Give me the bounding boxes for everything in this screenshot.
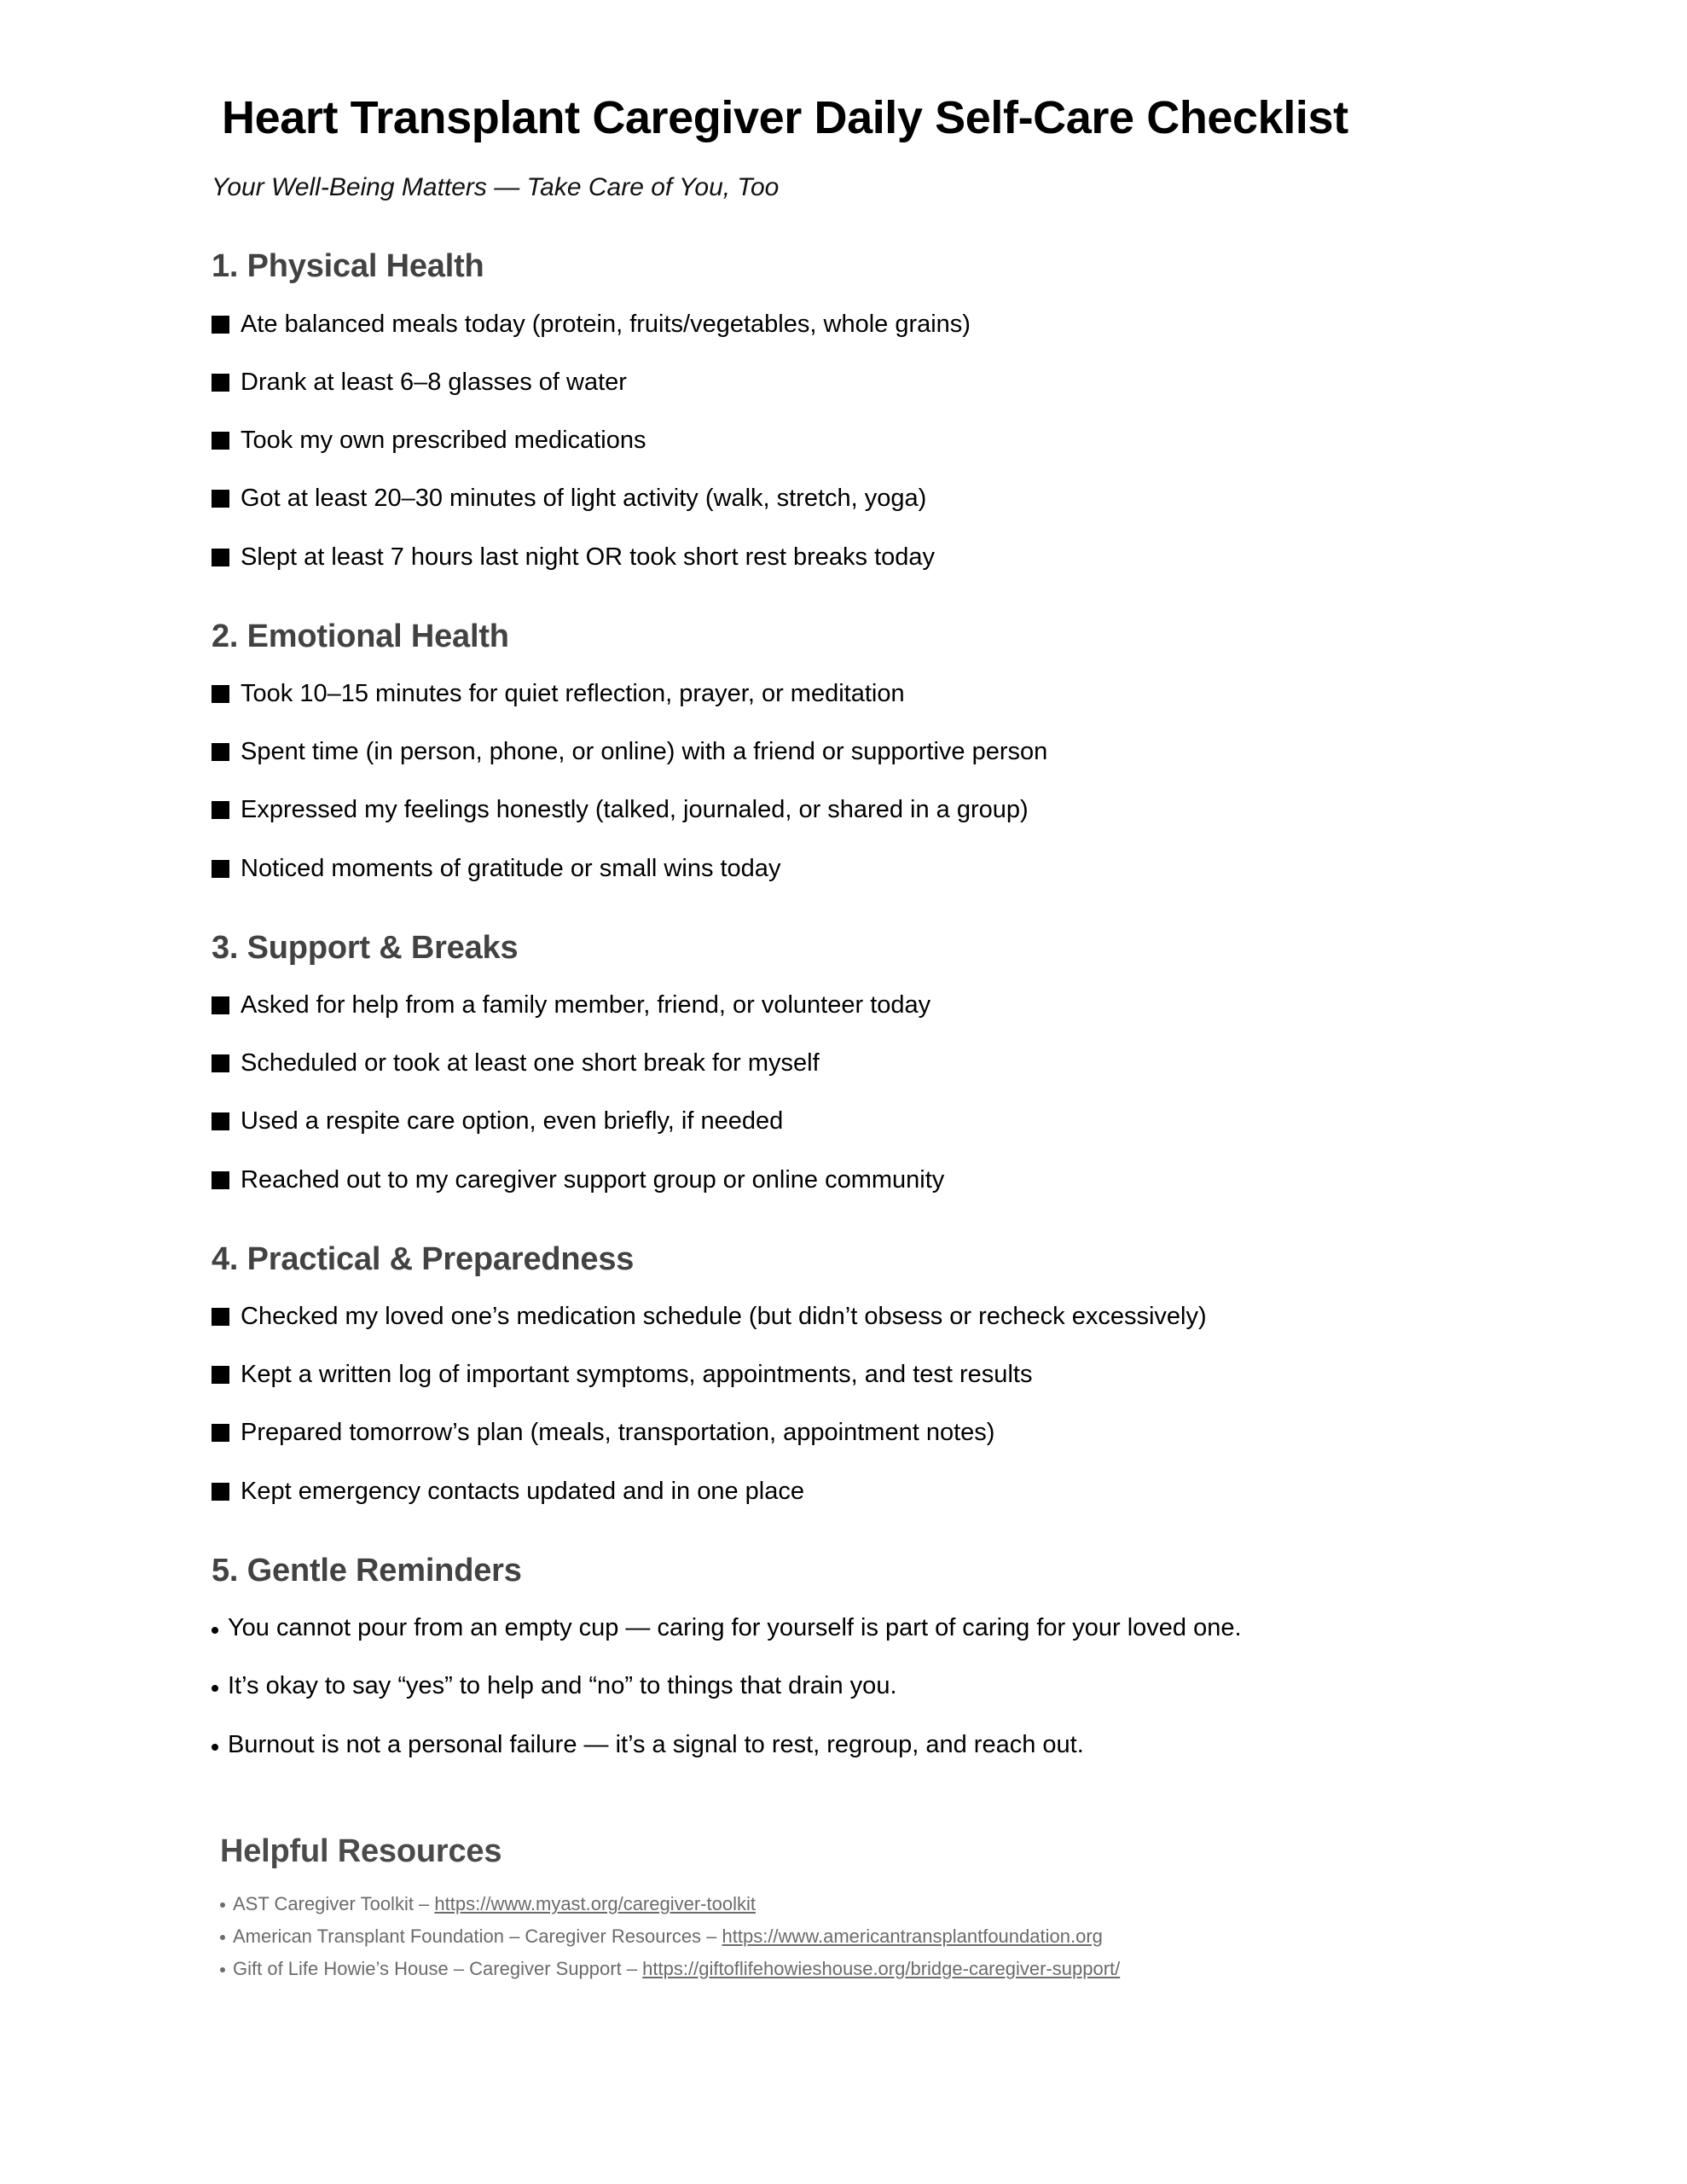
checklist	[212, 309, 1486, 573]
checklist-item[interactable]	[212, 1301, 1486, 1333]
bullet-dot-icon	[212, 1744, 218, 1751]
checklist-item[interactable]	[212, 542, 1486, 573]
checkbox-icon[interactable]	[212, 316, 229, 334]
reminder-text: You cannot pour from an empty cup — caring for yourself is part of caring for your loved one.	[228, 1614, 1242, 1642]
resource-label: Gift of Life Howie’s House – Caregiver Support –	[233, 1958, 643, 1980]
resource-link[interactable]: https://www.americantransplantfoundation.org	[722, 1926, 1103, 1948]
checklist-item[interactable]	[212, 736, 1486, 768]
checklist-item-label: Drank at least 6–8 glasses of water	[241, 369, 627, 397]
checkbox-icon[interactable]	[212, 1112, 229, 1130]
checklist-item-label: Took my own prescribed medications	[241, 427, 646, 455]
bullet-dot-icon	[220, 1935, 225, 1940]
checklist-item[interactable]	[212, 794, 1486, 826]
checkbox-icon[interactable]	[212, 743, 229, 761]
checkbox-icon[interactable]	[212, 1366, 229, 1384]
section-heading: 1. Physical Health	[212, 248, 484, 285]
bullet-dot-icon	[220, 1902, 225, 1908]
checklist-item[interactable]	[212, 990, 1486, 1021]
resource-item[interactable]	[220, 1924, 1486, 1949]
checklist-item-label: Took 10–15 minutes for quiet reflection, prayer, or meditation	[241, 680, 905, 708]
section-heading: 3. Support & Breaks	[212, 929, 519, 966]
reminder-text: Burnout is not a personal failure — it’s a signal to rest, regroup, and reach out.	[228, 1730, 1084, 1758]
checkbox-icon[interactable]	[212, 1308, 229, 1326]
resource-item[interactable]	[220, 1891, 1486, 1916]
reminder-item	[212, 1670, 1486, 1702]
checkbox-icon[interactable]	[212, 1171, 229, 1189]
page-title: Heart Transplant Caregiver Daily Self-Care Checklist	[222, 92, 1348, 143]
checklist-item-label: Asked for help from a family member, friend, or volunteer today	[241, 991, 931, 1019]
checklist-item[interactable]	[212, 1048, 1486, 1079]
checklist-item[interactable]	[212, 1359, 1486, 1391]
checklist-item-label: Spent time (in person, phone, or online) with a friend or supportive person	[241, 738, 1048, 766]
checklist-item[interactable]	[212, 483, 1486, 514]
bullet-dot-icon	[212, 1685, 218, 1692]
checklist-item[interactable]	[212, 1417, 1486, 1449]
checklist	[212, 678, 1486, 884]
checkbox-icon[interactable]	[212, 432, 229, 450]
checklist-section	[212, 1240, 1486, 1507]
resource-item[interactable]	[220, 1956, 1486, 1981]
checklist-section	[212, 247, 1486, 572]
reminder-list	[212, 1612, 1486, 1760]
checklist-item-label: Ate balanced meals today (protein, fruits/vegetables, whole grains)	[241, 311, 971, 339]
resource-link[interactable]: https://giftoflifehowieshouse.org/bridge-caregiver-support/	[642, 1958, 1121, 1980]
resource-list	[212, 1891, 1486, 1981]
checklist-section	[212, 929, 1486, 1196]
checklist-item-label: Slept at least 7 hours last night OR took short rest breaks today	[241, 543, 936, 571]
checklist-item-label: Expressed my feelings honestly (talked, journaled, or shared in a group)	[241, 796, 1029, 824]
checklist-item-label: Used a respite care option, even briefly, if needed	[241, 1107, 784, 1136]
checkbox-icon[interactable]	[212, 1424, 229, 1442]
reminder-item	[212, 1612, 1486, 1644]
checklist	[212, 990, 1486, 1195]
section-heading: 5. Gentle Reminders	[212, 1552, 522, 1589]
reminder-item	[212, 1729, 1486, 1761]
checklist-item[interactable]	[212, 1165, 1486, 1196]
section-heading: 4. Practical & Preparedness	[212, 1240, 635, 1277]
checkbox-icon[interactable]	[212, 374, 229, 392]
checklist-item-label: Noticed moments of gratitude or small wins today	[241, 854, 781, 882]
section-heading: 2. Emotional Health	[212, 618, 509, 654]
checkbox-icon[interactable]	[212, 1054, 229, 1072]
resource-label: AST Caregiver Toolkit –	[233, 1893, 435, 1915]
checklist-item-label: Kept a written log of important symptoms, appointments, and test results	[241, 1361, 1033, 1389]
checklist-item-label: Scheduled or took at least one short break for myself	[241, 1049, 820, 1077]
checkbox-icon[interactable]	[212, 490, 229, 508]
bullet-dot-icon	[212, 1627, 218, 1634]
checklist-item[interactable]	[212, 1476, 1486, 1507]
checklist-item[interactable]	[212, 1106, 1486, 1137]
checklist-item-label: Prepared tomorrow’s plan (meals, transportation, appointment notes)	[241, 1419, 995, 1447]
checklist-item[interactable]	[212, 425, 1486, 456]
checklist-section	[212, 1552, 1486, 1761]
checkbox-icon[interactable]	[212, 685, 229, 703]
checklist-item[interactable]	[212, 678, 1486, 710]
checklist-item-label: Checked my loved one’s medication schedule (but didn’t obsess or recheck excessively)	[241, 1303, 1207, 1331]
checkbox-icon[interactable]	[212, 860, 229, 878]
checklist-item[interactable]	[212, 853, 1486, 885]
checklist	[212, 1301, 1486, 1507]
resources-heading: Helpful Resources	[220, 1833, 502, 1869]
resource-link[interactable]: https://www.myast.org/caregiver-toolkit	[434, 1893, 756, 1915]
page-subtitle: Your Well-Being Matters — Take Care of You, Too	[212, 173, 780, 202]
checkbox-icon[interactable]	[212, 1483, 229, 1501]
resource-line	[233, 1924, 1103, 1949]
checklist-item-label: Kept emergency contacts updated and in one place	[241, 1477, 805, 1505]
checklist-item[interactable]	[212, 367, 1486, 398]
helpful-resources-block	[212, 1833, 1486, 1982]
bullet-dot-icon	[220, 1967, 225, 1972]
checkbox-icon[interactable]	[212, 996, 229, 1014]
reminder-text: It’s okay to say “yes” to help and “no” to things that drain you.	[228, 1672, 897, 1700]
checklist-item-label: Reached out to my caregiver support group or online community	[241, 1165, 945, 1194]
checkbox-icon[interactable]	[212, 801, 229, 819]
resource-line	[233, 1956, 1120, 1981]
checklist-item[interactable]	[212, 309, 1486, 340]
checkbox-icon[interactable]	[212, 549, 229, 566]
checklist-section	[212, 618, 1486, 885]
checklist-item-label: Got at least 20–30 minutes of light activity (walk, stretch, yoga)	[241, 485, 927, 513]
resource-label: American Transplant Foundation – Caregiver Resources –	[233, 1926, 722, 1948]
checklist-sections	[212, 247, 1486, 1760]
resource-line	[233, 1891, 756, 1916]
